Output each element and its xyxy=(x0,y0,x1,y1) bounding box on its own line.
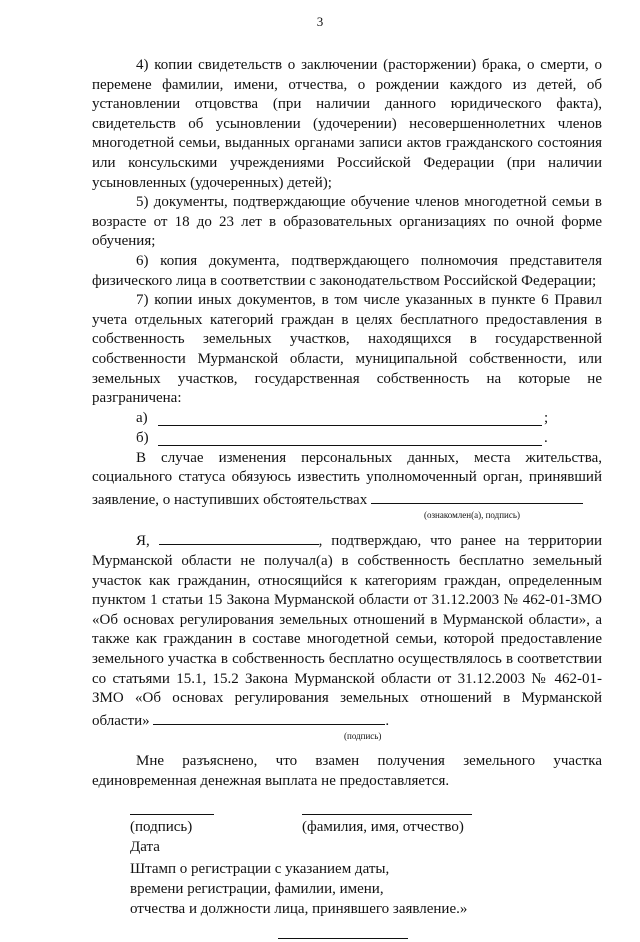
signature-block xyxy=(92,792,602,942)
notice-signature-blank[interactable] xyxy=(371,488,583,504)
signature-label: (подпись) xyxy=(130,818,193,835)
confirm-caption: (подпись) xyxy=(344,731,382,742)
item-5: 5) документы, подтверждающие обучение членов многодетной семьи в возрасте от 18 до 23 лет в образовательных организациях по очной форме обучения; xyxy=(92,194,602,250)
closing-rule xyxy=(278,938,408,939)
item-4: 4) копии свидетельств о заключении (расторжении) брака, о смерти, о перемене фамилии, имени, отчества, о рождении каждого из детей, об установлении отцовства (при наличии данного юридического факта), свидетельств об усыновлении (удочерении) несовершеннолетних членов многодетной семьи, выданных органами записи актов гражданского состояния или консульскими учреждениями Российской Федерации (при наличии усыновленных (удочеренных) детей); xyxy=(92,57,602,191)
stamp-line-3: отчества и должности лица, принявшего заявление.» xyxy=(130,900,468,917)
list-item-b-blank[interactable] xyxy=(158,445,542,446)
confirm-name-blank[interactable] xyxy=(159,529,319,545)
explained-paragraph: Мне разъяснено, что взамен получения земельного участка единовременная денежная выплата не предоставляется. xyxy=(92,753,602,789)
page-number: 3 xyxy=(316,14,324,29)
item-7: 7) копии иных документов, в том числе указанных в пункте 6 Правил учета отдельных категорий граждан в целях бесплатного предоставления в собственность земельных участков, находящихся в государственной собственности Мурманской области, муниципальной собственности, или земельных участков, государственная собственность на которые не разграничена: xyxy=(92,292,602,407)
list-item-a-end: ; xyxy=(544,409,549,426)
confirm-end: . xyxy=(385,712,390,729)
confirm-signature-blank[interactable] xyxy=(153,709,385,725)
notice-caption-row xyxy=(92,510,602,523)
confirm-paragraph xyxy=(92,529,602,731)
list-item-b xyxy=(92,429,602,449)
fullname-label: (фамилия, имя, отчество) xyxy=(302,818,464,835)
list-item-a xyxy=(92,409,602,429)
stamp-line-1: Штамп о регистрации с указанием даты, xyxy=(130,860,390,877)
stamp-line-2: времени регистрации, фамилии, имени, xyxy=(130,880,384,897)
list-item-b-label: б) xyxy=(136,429,149,446)
list-item-b-end: . xyxy=(544,429,548,446)
document-body xyxy=(92,56,602,942)
confirm-text: , подтверждаю, что ранее на территории Мурманской области не получал(а) в собственность бесплатно земельный участок как гражданин, относящийся к категориям граждан, определенным пунктом 1 статьи 15 Закона Мурманской области от 31.12.2003 № 462-01-ЗМО «Об основах регулирования земельных отношений в Мурманской области», а также как гражданин в составе многодетной семьи, которой предоставление земельного участка в собственность бесплатно осуществлялось в соответствии со статьями 15.1, 15.2 Закона Мурманской области от 31.12.2003 № 462-01-ЗМО «Об основах регулирования земельных отношений в Мурманской области» xyxy=(92,533,602,729)
list-item-a-blank[interactable] xyxy=(158,425,542,426)
notice-caption: (ознакомлен(а), подпись) xyxy=(424,510,520,521)
confirm-caption-row xyxy=(92,731,602,744)
fullname-line[interactable] xyxy=(302,814,472,815)
confirm-start: Я, xyxy=(136,533,150,550)
list-item-a-label: а) xyxy=(136,409,148,426)
date-label: Дата xyxy=(130,838,160,855)
notice-text: В случае изменения персональных данных, места жительства, социального статуса обязуюсь известить уполномоченный орган, принявший заявление, о наступивших обстоятельствах xyxy=(92,449,602,508)
notice-paragraph xyxy=(92,449,602,511)
signature-line[interactable] xyxy=(130,814,214,815)
item-6: 6) копия документа, подтверждающего полномочия представителя физического лица в соответствии с законодательством Российской Федерации; xyxy=(92,252,602,289)
